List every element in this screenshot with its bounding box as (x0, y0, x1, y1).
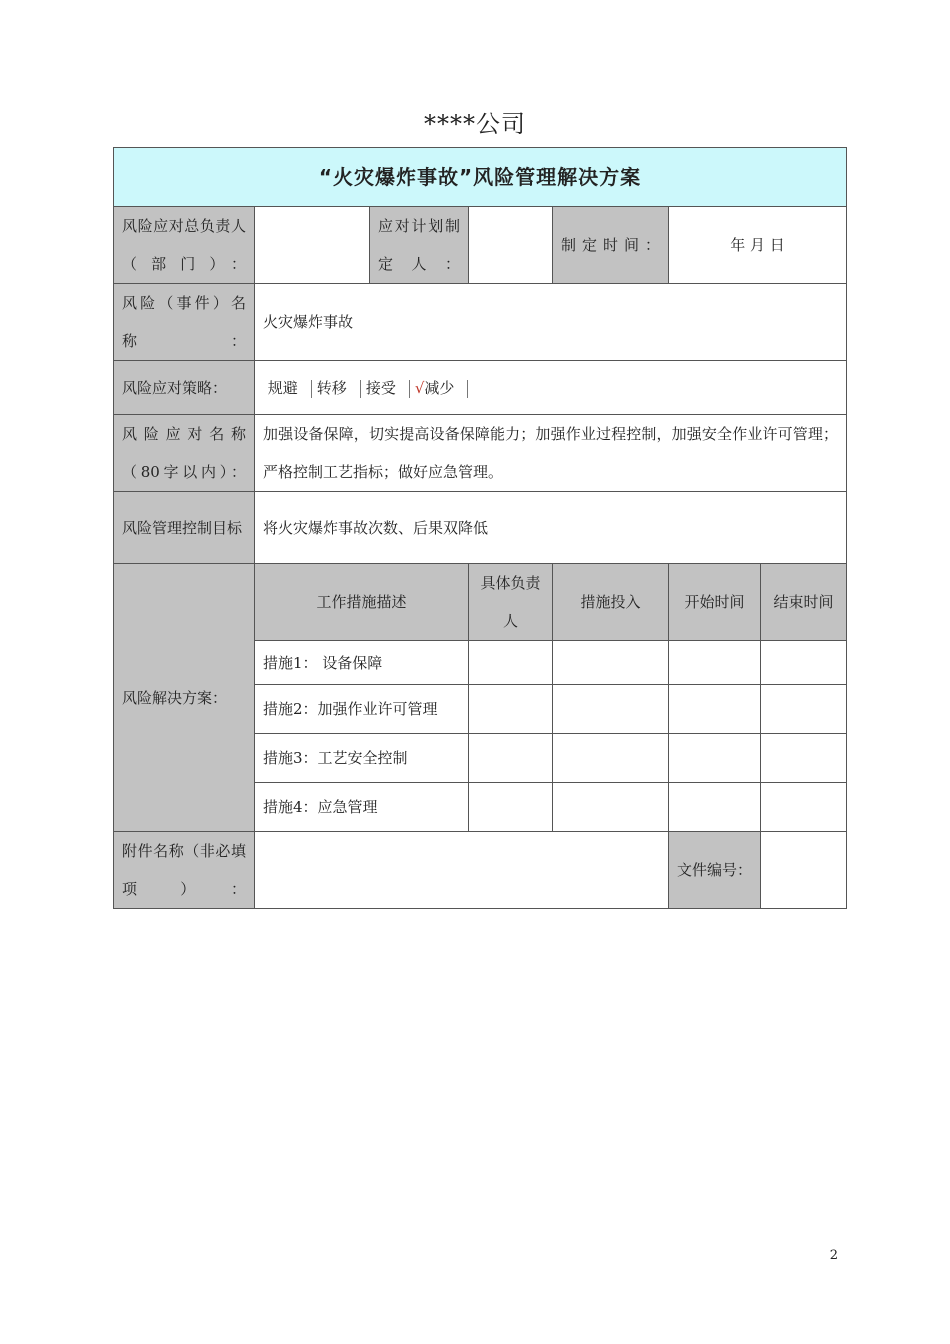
measure-end[interactable] (761, 734, 847, 783)
separator (311, 380, 312, 398)
response-value[interactable]: 加强设备保障，切实提高设备保障能力；加强作业过程控制，加强安全作业许可管理；严格控制工艺指标；做好应急管理。 (255, 415, 847, 492)
measure-input[interactable] (553, 783, 669, 832)
measure-input[interactable] (553, 641, 669, 685)
measure-end[interactable] (761, 685, 847, 734)
measure-owner[interactable] (469, 734, 553, 783)
page-number: 2 (829, 1248, 838, 1263)
header-description: 工作措施描述 (255, 564, 469, 641)
strategy-label: 风险应对策略： (114, 361, 255, 415)
planner-field[interactable] (469, 207, 553, 284)
measure-input[interactable] (553, 734, 669, 783)
strategy-option-transfer[interactable]: 转移 (316, 378, 347, 397)
target-value[interactable]: 将火灾爆炸事故次数、后果双降低 (255, 492, 847, 564)
separator (409, 380, 410, 398)
measure-description: 措施2：加强作业许可管理 (255, 685, 469, 734)
risk-name-value[interactable]: 火灾爆炸事故 (255, 284, 847, 361)
date-label: 制定时间： (553, 207, 669, 284)
measure-description: 措施3：工艺安全控制 (255, 734, 469, 783)
attachment-field[interactable] (255, 832, 669, 909)
solution-label: 风险解决方案： (114, 564, 255, 832)
check-mark-icon: √ (414, 378, 425, 397)
measure-end[interactable] (761, 783, 847, 832)
measure-start[interactable] (669, 641, 761, 685)
measure-owner[interactable] (469, 685, 553, 734)
header-end-time: 结束时间 (761, 564, 847, 641)
owner-label: 风险应对总负责人（部门）： (114, 207, 255, 284)
strategy-option-avoid[interactable]: 规避 (267, 378, 298, 397)
separator (467, 380, 468, 398)
attachment-label: 附件名称（非必填项）： (114, 832, 255, 909)
document-title: “火灾爆炸事故”风险管理解决方案 (114, 148, 847, 207)
measure-owner[interactable] (469, 783, 553, 832)
measure-start[interactable] (669, 734, 761, 783)
measure-description: 措施1： 设备保障 (255, 641, 469, 685)
header-input: 措施投入 (553, 564, 669, 641)
company-name: ****公司 (424, 110, 526, 138)
planner-label: 应对计划制定人： (370, 207, 469, 284)
separator (360, 380, 361, 398)
measure-start[interactable] (669, 783, 761, 832)
strategy-option-reduce[interactable]: 减少 (424, 378, 455, 397)
file-number-field[interactable] (761, 832, 847, 909)
measure-start[interactable] (669, 685, 761, 734)
date-field[interactable]: 年 月 日 (669, 207, 847, 284)
header-owner: 具体负责人 (469, 564, 553, 641)
measure-owner[interactable] (469, 641, 553, 685)
target-label: 风险管理控制目标 (114, 492, 255, 564)
measure-input[interactable] (553, 685, 669, 734)
risk-name-label: 风险（事件）名称： (114, 284, 255, 361)
strategy-options (255, 361, 847, 415)
header-start-time: 开始时间 (669, 564, 761, 641)
owner-field[interactable] (255, 207, 370, 284)
measure-end[interactable] (761, 641, 847, 685)
file-number-label: 文件编号： (669, 832, 761, 909)
measure-description: 措施4：应急管理 (255, 783, 469, 832)
response-label: 风险应对名称（80字以内）： (114, 415, 255, 492)
risk-plan-table (113, 147, 847, 909)
strategy-option-accept[interactable]: 接受 (365, 378, 396, 397)
